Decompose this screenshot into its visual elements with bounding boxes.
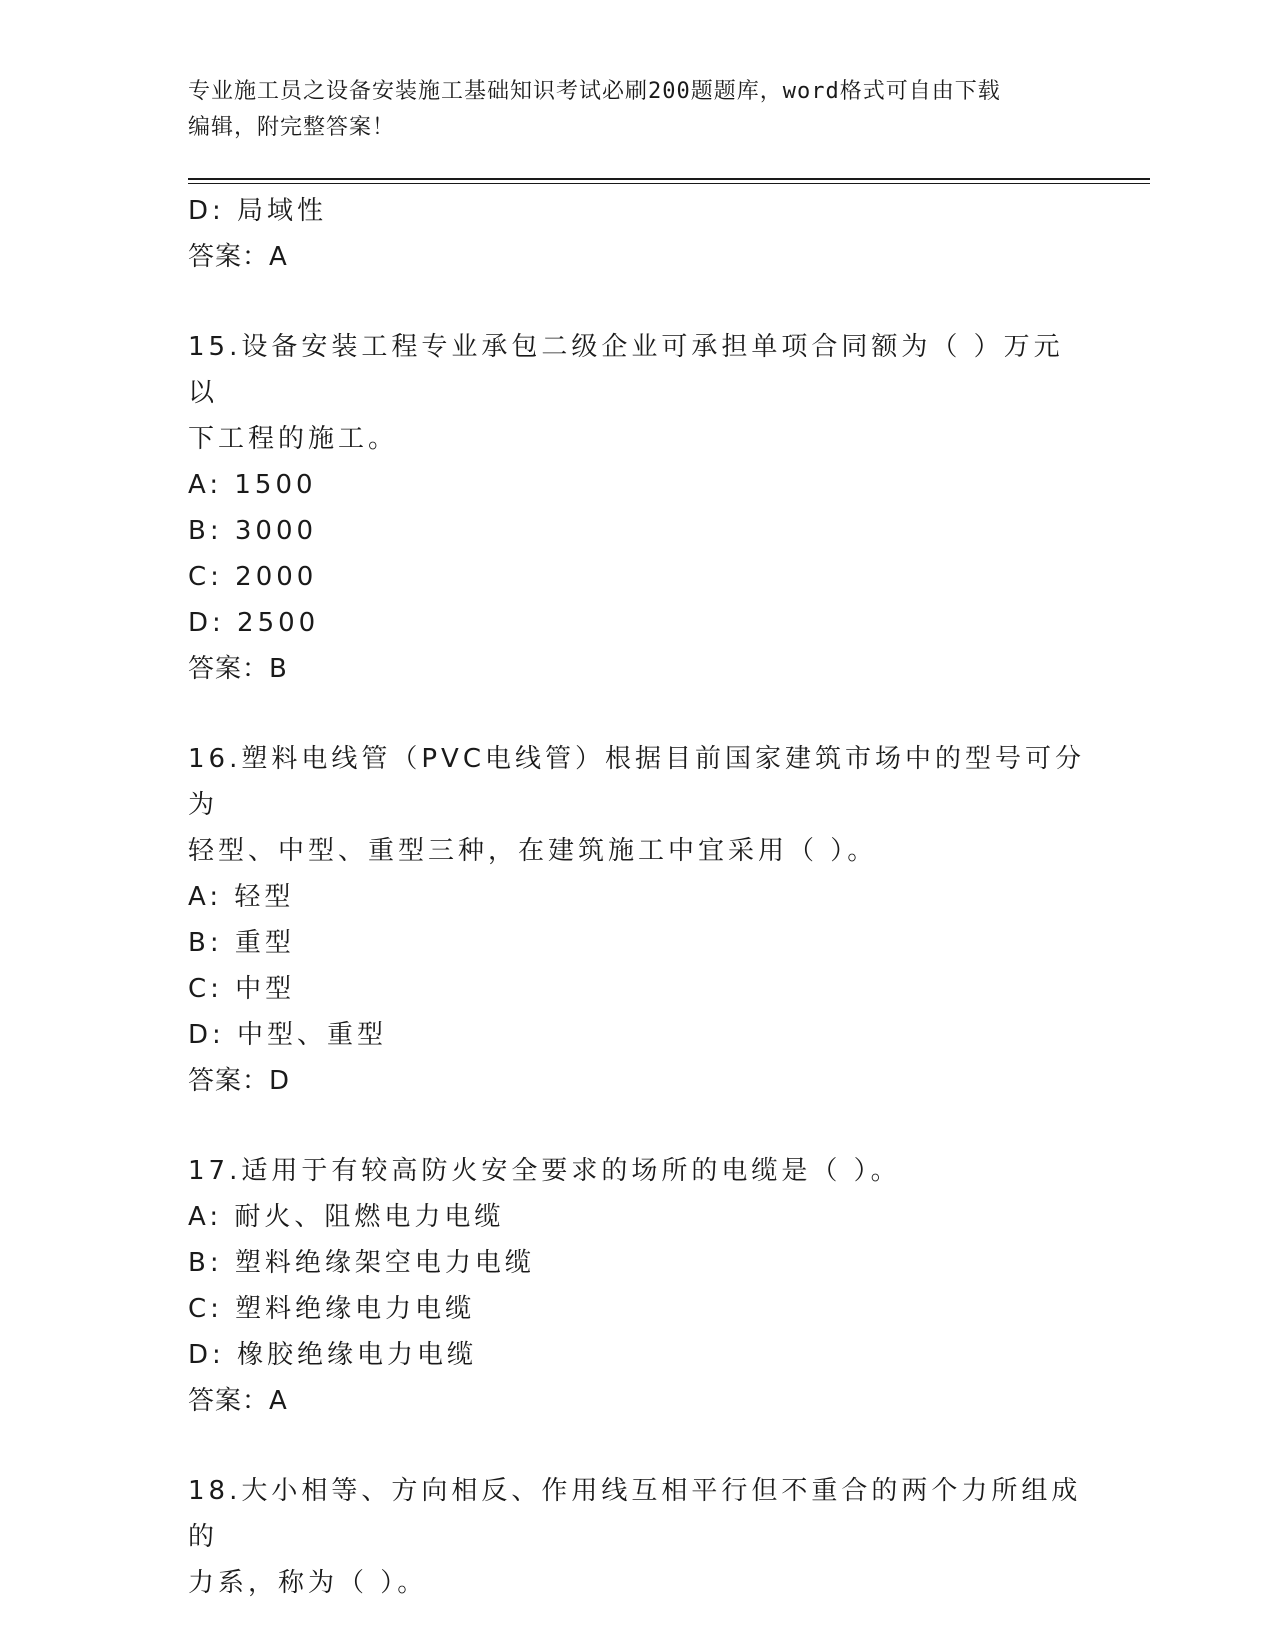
option-d: D: 局域性	[188, 196, 328, 226]
question-15	[188, 324, 1088, 692]
question-title: 18.大小相等、方向相反、作用线互相平行但不重合的两个力所组成的	[188, 1476, 1082, 1552]
option-d: D: 中型、重型	[188, 1020, 388, 1050]
option-c: C: 中型	[188, 974, 296, 1004]
option-d: D: 橡胶绝缘电力电缆	[188, 1340, 478, 1370]
answer-line: 答案：B	[188, 654, 288, 684]
question-title: 16.塑料电线管（PVC电线管）根据目前国家建筑市场中的型号可分为	[188, 744, 1085, 820]
header-divider-thick	[188, 178, 1150, 180]
option-b: B: 塑料绝缘架空电力电缆	[188, 1248, 535, 1278]
question-18	[188, 1468, 1088, 1606]
answer-line: 答案：A	[188, 242, 288, 272]
header-line-1: 专业施工员之设备安装施工基础知识考试必刷200题题库，word格式可自由下载	[188, 79, 1001, 104]
question-title-cont: 力系，称为（ ）。	[188, 1568, 428, 1598]
previous-question-fragment	[188, 188, 1088, 280]
question-title: 15.设备安装工程专业承包二级企业可承担单项合同额为（ ）万元以	[188, 332, 1064, 408]
question-17	[188, 1148, 1088, 1424]
question-title-cont: 下工程的施工。	[188, 424, 399, 454]
document-header	[188, 74, 1088, 146]
option-d: D: 2500	[188, 608, 320, 638]
option-b: B: 3000	[188, 516, 318, 546]
option-c: C: 塑料绝缘电力电缆	[188, 1294, 476, 1324]
question-title: 17.适用于有较高防火安全要求的场所的电缆是（ ）。	[188, 1156, 901, 1186]
question-16	[188, 736, 1088, 1104]
option-b: B: 重型	[188, 928, 295, 958]
option-a: A: 耐火、阻燃电力电缆	[188, 1202, 505, 1232]
header-divider-thin	[188, 183, 1150, 184]
option-a: A: 轻型	[188, 882, 295, 912]
option-a: A: 1500	[188, 470, 317, 500]
header-line-2: 编辑，附完整答案！	[188, 115, 396, 140]
answer-line: 答案：D	[188, 1066, 291, 1096]
answer-line: 答案：A	[188, 1386, 288, 1416]
question-title-cont: 轻型、中型、重型三种，在建筑施工中宜采用（ ）。	[188, 836, 878, 866]
option-c: C: 2000	[188, 562, 318, 592]
question-list	[188, 188, 1088, 1606]
